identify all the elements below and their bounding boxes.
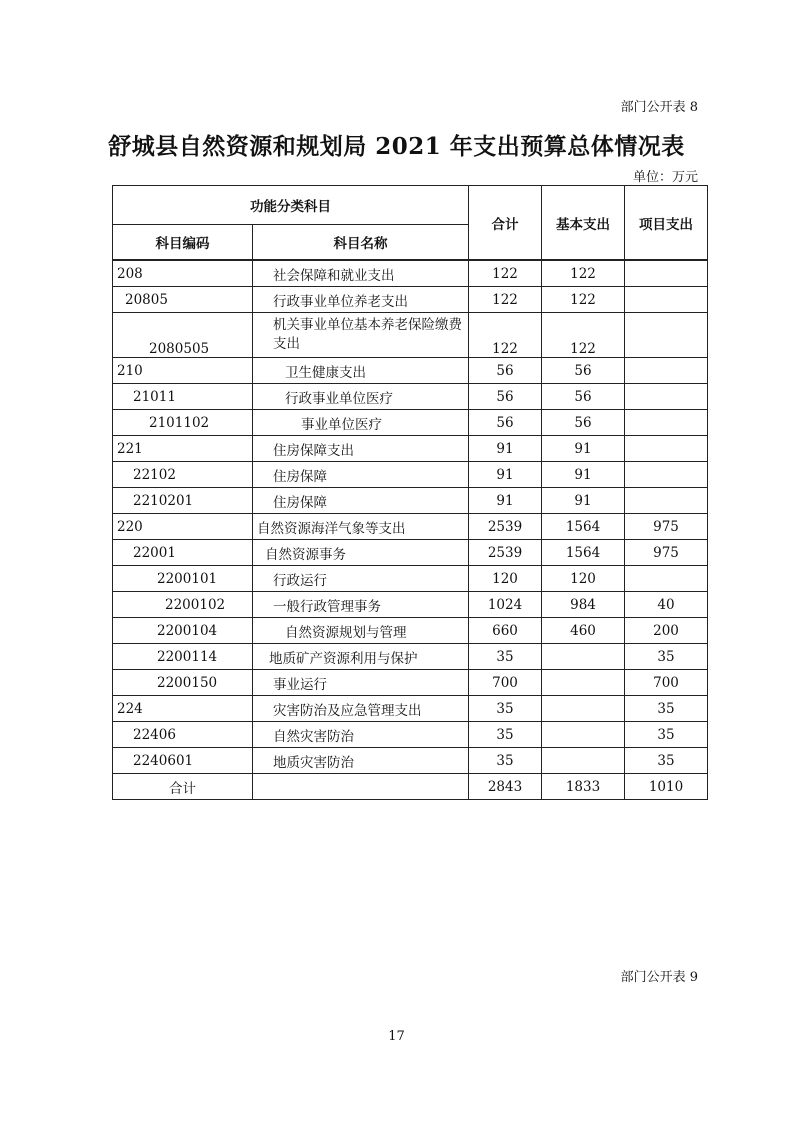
page-number: 17 (388, 1029, 405, 1044)
table-row (113, 618, 708, 644)
row-project: 35 (625, 748, 708, 774)
col-header-name: 科目名称 (253, 225, 469, 261)
row-name: 行政运行 (253, 566, 469, 592)
row-total: 35 (469, 722, 542, 748)
row-name: 一般行政管理事务 (253, 592, 469, 618)
row-project: 40 (625, 592, 708, 618)
table-row (113, 313, 708, 358)
row-project (625, 410, 708, 436)
row-code: 2200102 (113, 592, 253, 618)
group-header: 功能分类科目 (113, 186, 469, 225)
col-header-project: 项目支出 (625, 186, 708, 261)
row-total: 35 (469, 748, 542, 774)
row-basic: 122 (542, 260, 625, 287)
summary-label: 合计 (113, 774, 253, 800)
row-name: 住房保障 (253, 462, 469, 488)
row-basic: 91 (542, 462, 625, 488)
row-project: 35 (625, 722, 708, 748)
table-row (113, 260, 708, 287)
row-total: 91 (469, 488, 542, 514)
row-name: 地质灾害防治 (253, 748, 469, 774)
row-project (625, 488, 708, 514)
table-row (113, 358, 708, 384)
row-code: 2200104 (113, 618, 253, 644)
row-total: 122 (469, 313, 542, 358)
row-basic: 56 (542, 384, 625, 410)
row-project: 975 (625, 540, 708, 566)
unit-label: 单位：万元 (632, 170, 698, 185)
next-table-tag: 部门公开表 9 (620, 970, 698, 985)
row-project: 200 (625, 618, 708, 644)
row-name: 地质矿产资源利用与保护 (253, 644, 469, 670)
row-name: 社会保障和就业支出 (253, 260, 469, 287)
row-basic: 460 (542, 618, 625, 644)
table-row (113, 514, 708, 540)
row-name: 灾害防治及应急管理支出 (253, 696, 469, 722)
row-code: 221 (113, 436, 253, 462)
row-basic (542, 644, 625, 670)
table-row (113, 696, 708, 722)
row-name: 机关事业单位基本养老保险缴费支出 (253, 313, 469, 358)
table-row (113, 722, 708, 748)
row-project (625, 462, 708, 488)
row-project: 35 (625, 696, 708, 722)
row-total: 91 (469, 436, 542, 462)
row-code: 220 (113, 514, 253, 540)
table-row (113, 566, 708, 592)
row-code: 2080505 (113, 313, 253, 358)
table-row (113, 748, 708, 774)
row-code: 21011 (113, 384, 253, 410)
row-code: 2200101 (113, 566, 253, 592)
col-header-code: 科目编码 (113, 225, 253, 261)
row-name: 事业单位医疗 (253, 410, 469, 436)
row-basic: 122 (542, 313, 625, 358)
row-code: 224 (113, 696, 253, 722)
row-code: 20805 (113, 287, 253, 313)
row-code: 2210201 (113, 488, 253, 514)
row-basic: 984 (542, 592, 625, 618)
row-basic: 122 (542, 287, 625, 313)
row-basic: 91 (542, 488, 625, 514)
row-total: 2539 (469, 514, 542, 540)
row-code: 22102 (113, 462, 253, 488)
row-code: 210 (113, 358, 253, 384)
row-code: 2200114 (113, 644, 253, 670)
row-name: 自然灾害防治 (253, 722, 469, 748)
row-project: 700 (625, 670, 708, 696)
row-basic: 1564 (542, 540, 625, 566)
page-title: 舒城县自然资源和规划局 2021 年支出预算总体情况表 (108, 133, 685, 160)
col-header-total: 合计 (469, 186, 542, 261)
row-project (625, 260, 708, 287)
table-tag: 部门公开表 8 (620, 100, 698, 115)
row-code: 2200150 (113, 670, 253, 696)
row-basic: 120 (542, 566, 625, 592)
table-row (113, 670, 708, 696)
row-name: 自然资源海洋气象等支出 (253, 514, 469, 540)
row-project: 975 (625, 514, 708, 540)
row-basic: 1564 (542, 514, 625, 540)
row-name: 住房保障 (253, 488, 469, 514)
row-name: 事业运行 (253, 670, 469, 696)
row-code: 2240601 (113, 748, 253, 774)
table-row (113, 644, 708, 670)
row-project (625, 313, 708, 358)
row-name: 卫生健康支出 (253, 358, 469, 384)
table-row (113, 410, 708, 436)
summary-total: 2843 (469, 774, 542, 800)
col-header-basic: 基本支出 (542, 186, 625, 261)
row-basic: 56 (542, 358, 625, 384)
row-basic (542, 696, 625, 722)
budget-table (112, 185, 708, 800)
row-name: 住房保障支出 (253, 436, 469, 462)
row-code: 2101102 (113, 410, 253, 436)
table-row (113, 287, 708, 313)
table-row (113, 488, 708, 514)
row-code: 208 (113, 260, 253, 287)
row-basic: 91 (542, 436, 625, 462)
row-project (625, 436, 708, 462)
summary-project: 1010 (625, 774, 708, 800)
row-total: 660 (469, 618, 542, 644)
row-name: 行政事业单位养老支出 (253, 287, 469, 313)
row-total: 120 (469, 566, 542, 592)
row-total: 56 (469, 358, 542, 384)
row-code: 22406 (113, 722, 253, 748)
row-basic (542, 748, 625, 774)
table-row (113, 592, 708, 618)
table-row (113, 384, 708, 410)
row-basic: 56 (542, 410, 625, 436)
row-name: 自然资源规划与管理 (253, 618, 469, 644)
summary-name (253, 774, 469, 800)
row-basic (542, 670, 625, 696)
row-total: 56 (469, 384, 542, 410)
table-body (113, 260, 708, 800)
row-basic (542, 722, 625, 748)
summary-row (113, 774, 708, 800)
row-project (625, 384, 708, 410)
row-total: 35 (469, 696, 542, 722)
table-row (113, 540, 708, 566)
row-project: 35 (625, 644, 708, 670)
table-row (113, 462, 708, 488)
table-row (113, 436, 708, 462)
row-project (625, 287, 708, 313)
row-total: 122 (469, 260, 542, 287)
row-project (625, 358, 708, 384)
row-total: 2539 (469, 540, 542, 566)
row-total: 56 (469, 410, 542, 436)
summary-basic: 1833 (542, 774, 625, 800)
row-total: 91 (469, 462, 542, 488)
row-total: 700 (469, 670, 542, 696)
row-code: 22001 (113, 540, 253, 566)
row-project (625, 566, 708, 592)
row-name: 自然资源事务 (253, 540, 469, 566)
row-total: 1024 (469, 592, 542, 618)
row-total: 35 (469, 644, 542, 670)
row-total: 122 (469, 287, 542, 313)
row-name: 行政事业单位医疗 (253, 384, 469, 410)
